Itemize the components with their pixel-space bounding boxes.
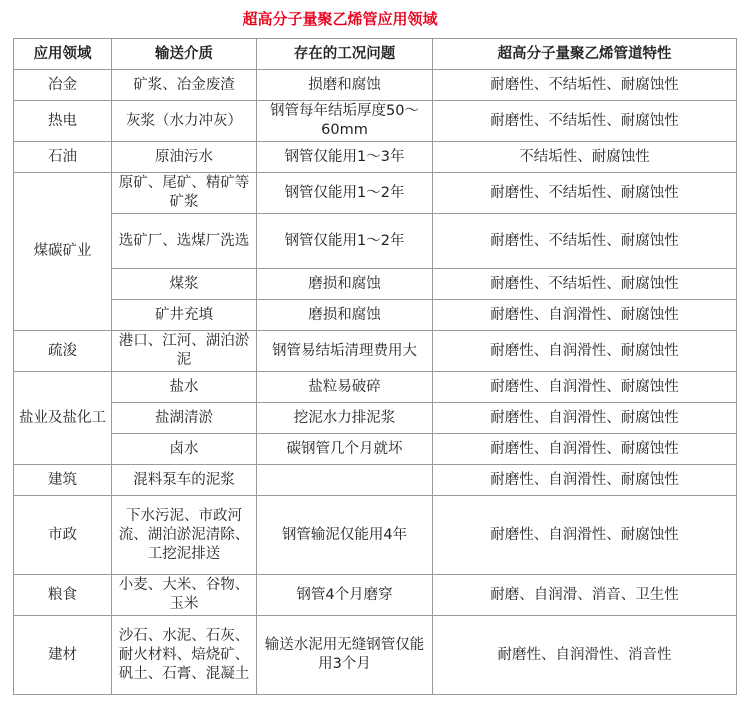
table-row bbox=[14, 70, 737, 101]
cell-feature: 耐磨性、不结垢性、耐腐蚀性 bbox=[433, 269, 737, 300]
cell-feature: 耐磨、自润滑、消音、卫生性 bbox=[433, 575, 737, 616]
cell-problem: 钢管输泥仅能用4年 bbox=[257, 496, 433, 575]
header-feature: 超高分子量聚乙烯管道特性 bbox=[433, 39, 737, 70]
cell-field: 石油 bbox=[14, 142, 112, 173]
table-row bbox=[14, 173, 737, 214]
table-row bbox=[14, 575, 737, 616]
cell-medium: 原矿、尾矿、精矿等矿浆 bbox=[112, 173, 257, 214]
cell-field: 市政 bbox=[14, 496, 112, 575]
cell-feature: 耐磨性、不结垢性、耐腐蚀性 bbox=[433, 173, 737, 214]
cell-feature: 耐磨性、自润滑性、耐腐蚀性 bbox=[433, 465, 737, 496]
cell-medium: 原油污水 bbox=[112, 142, 257, 173]
cell-medium: 选矿厂、选煤厂洗选 bbox=[112, 214, 257, 269]
header-row bbox=[14, 39, 737, 70]
cell-problem: 碳钢管几个月就坏 bbox=[257, 434, 433, 465]
cell-feature: 耐磨性、自润滑性、耐腐蚀性 bbox=[433, 372, 737, 403]
cell-medium: 矿浆、冶金废渣 bbox=[112, 70, 257, 101]
cell-problem: 磨损和腐蚀 bbox=[257, 269, 433, 300]
cell-medium: 盐湖清淤 bbox=[112, 403, 257, 434]
cell-problem: 输送水泥用无缝钢管仅能用3个月 bbox=[257, 616, 433, 695]
cell-problem: 钢管易结垢清理费用大 bbox=[257, 331, 433, 372]
cell-problem: 钢管仅能用1～3年 bbox=[257, 142, 433, 173]
table-row bbox=[14, 465, 737, 496]
cell-medium: 小麦、大米、谷物、玉米 bbox=[112, 575, 257, 616]
table-row bbox=[14, 434, 737, 465]
table-row bbox=[14, 372, 737, 403]
cell-field: 疏浚 bbox=[14, 331, 112, 372]
cell-problem: 钢管仅能用1～2年 bbox=[257, 173, 433, 214]
cell-feature: 耐磨性、自润滑性、耐腐蚀性 bbox=[433, 434, 737, 465]
cell-field: 冶金 bbox=[14, 70, 112, 101]
cell-medium: 煤浆 bbox=[112, 269, 257, 300]
cell-feature: 耐磨性、不结垢性、耐腐蚀性 bbox=[433, 70, 737, 101]
table-row bbox=[14, 496, 737, 575]
table-row bbox=[14, 331, 737, 372]
cell-feature: 耐磨性、自润滑性、消音性 bbox=[433, 616, 737, 695]
cell-field: 煤碳矿业 bbox=[14, 173, 112, 331]
cell-problem: 钢管每年结垢厚度50～60mm bbox=[257, 101, 433, 142]
cell-feature: 耐磨性、不结垢性、耐腐蚀性 bbox=[433, 101, 737, 142]
cell-medium: 矿井充填 bbox=[112, 300, 257, 331]
table-row bbox=[14, 101, 737, 142]
cell-problem: 损磨和腐蚀 bbox=[257, 70, 433, 101]
table-row bbox=[14, 142, 737, 173]
cell-problem: 盐粒易破碎 bbox=[257, 372, 433, 403]
cell-feature: 耐磨性、自润滑性、耐腐蚀性 bbox=[433, 331, 737, 372]
cell-problem: 钢管4个月磨穿 bbox=[257, 575, 433, 616]
cell-problem: 挖泥水力排泥浆 bbox=[257, 403, 433, 434]
table-row bbox=[14, 403, 737, 434]
cell-field: 热电 bbox=[14, 101, 112, 142]
cell-field: 盐业及盐化工 bbox=[14, 372, 112, 465]
cell-feature: 不结垢性、耐腐蚀性 bbox=[433, 142, 737, 173]
table-row bbox=[14, 300, 737, 331]
header-field: 应用领域 bbox=[14, 39, 112, 70]
header-problem: 存在的工况问题 bbox=[257, 39, 433, 70]
cell-medium: 港口、江河、湖泊淤泥 bbox=[112, 331, 257, 372]
cell-problem: 钢管仅能用1～2年 bbox=[257, 214, 433, 269]
table-title: 超高分子量聚乙烯管应用领域 bbox=[242, 10, 438, 28]
cell-feature: 耐磨性、自润滑性、耐腐蚀性 bbox=[433, 403, 737, 434]
cell-medium: 卤水 bbox=[112, 434, 257, 465]
table-row bbox=[14, 616, 737, 695]
table-row bbox=[14, 269, 737, 300]
cell-field: 建材 bbox=[14, 616, 112, 695]
cell-field: 建筑 bbox=[14, 465, 112, 496]
header-medium: 输送介质 bbox=[112, 39, 257, 70]
cell-feature: 耐磨性、自润滑性、耐腐蚀性 bbox=[433, 300, 737, 331]
cell-medium: 沙石、水泥、石灰、耐火材料、焙烧矿、矾土、石膏、混凝土 bbox=[112, 616, 257, 695]
cell-medium: 盐水 bbox=[112, 372, 257, 403]
application-table bbox=[13, 38, 737, 695]
cell-field: 粮食 bbox=[14, 575, 112, 616]
table-row bbox=[14, 214, 737, 269]
cell-medium: 灰浆（水力冲灰） bbox=[112, 101, 257, 142]
cell-problem: 磨损和腐蚀 bbox=[257, 300, 433, 331]
cell-medium: 混料泵车的泥浆 bbox=[112, 465, 257, 496]
cell-feature: 耐磨性、自润滑性、耐腐蚀性 bbox=[433, 496, 737, 575]
cell-medium: 下水污泥、市政河流、湖泊淤泥清除、工挖泥排送 bbox=[112, 496, 257, 575]
cell-feature: 耐磨性、不结垢性、耐腐蚀性 bbox=[433, 214, 737, 269]
cell-problem bbox=[257, 465, 433, 496]
